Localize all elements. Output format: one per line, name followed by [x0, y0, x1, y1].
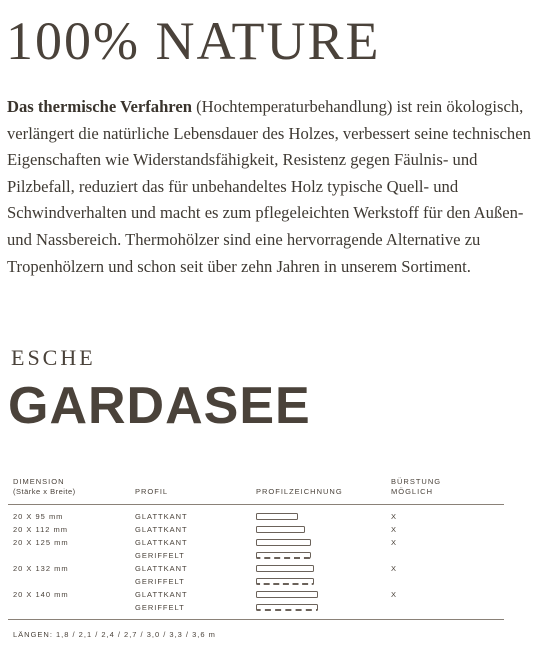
profile-cell: GLATTKANT — [135, 590, 188, 599]
profile-cell: GLATTKANT — [135, 512, 188, 521]
profile-drawing — [256, 578, 314, 585]
wood-type: ESCHE — [11, 345, 96, 370]
table-body — [8, 505, 504, 620]
profile-drawing — [256, 539, 311, 546]
profile-drawing — [256, 552, 311, 559]
header-brushing — [391, 477, 441, 497]
profile-cell: GLATTKANT — [135, 525, 188, 534]
intro-text: (Hochtemperaturbehandlung) ist rein ökologisch, verlängert die natürliche Lebensdauer des Holzes, verbessert seine technischen Eigenschaften wie Widerstandsfähigkeit, Resistenz gegen Fäulnis- und Pilzbefall, reduziert das für unbehandeltes Holz typische Quell- und Schwindverhalten und macht es zum pflegeleichten Werkstoff für den Außen- und Nassbereich. Thermohölzer sind eine hervorragende Alternative zu Tropenhölzern und schon seit über zehn Jahren in unserem Sortiment. — [7, 97, 531, 276]
profile-cell: GERIFFELT — [135, 577, 185, 586]
table-row — [8, 536, 504, 549]
header-dimension-label: DIMENSION — [13, 477, 65, 486]
profile-drawing — [256, 526, 305, 533]
dimension-cell: 20 X 140 mm — [13, 590, 69, 599]
dimension-cell: 20 X 125 mm — [13, 538, 69, 547]
header-brushing-sub: MÖGLICH — [391, 487, 434, 496]
product-name: GARDASEE — [8, 377, 311, 435]
profile-drawing — [256, 513, 298, 520]
profile-cell: GLATTKANT — [135, 564, 188, 573]
table-row — [8, 588, 504, 601]
table-row — [8, 575, 504, 588]
intro-paragraph — [7, 94, 532, 280]
dimension-cell: 20 X 95 mm — [13, 512, 64, 521]
profile-cell: GERIFFELT — [135, 551, 185, 560]
header-brushing-label: BÜRSTUNG — [391, 477, 442, 486]
profile-drawing — [256, 591, 318, 598]
profile-cell: GLATTKANT — [135, 538, 188, 547]
brushing-cell: X — [391, 525, 398, 534]
profile-drawing — [256, 604, 318, 611]
brushing-cell: X — [391, 538, 398, 547]
header-profile: PROFIL — [135, 487, 169, 496]
table-row — [8, 510, 504, 523]
table-row — [8, 562, 504, 575]
table-header — [8, 474, 504, 505]
profile-cell: GERIFFELT — [135, 603, 185, 612]
table-row — [8, 601, 504, 614]
header-dimension — [13, 477, 76, 497]
lengths-footer: LÄNGEN: 1,8 / 2,1 / 2,4 / 2,7 / 3,0 / 3,3 / 3,6 m — [13, 630, 216, 639]
profile-drawing — [256, 565, 314, 572]
brushing-cell: X — [391, 512, 398, 521]
header-dimension-sub: (Stärke x Breite) — [13, 487, 76, 496]
dimension-cell: 20 X 112 mm — [13, 525, 69, 534]
brushing-cell: X — [391, 564, 398, 573]
table-row — [8, 523, 504, 536]
dimension-cell: 20 X 132 mm — [13, 564, 69, 573]
intro-lead: Das thermische Verfahren — [7, 97, 192, 116]
table-row — [8, 549, 504, 562]
header-drawing: PROFILZEICHNUNG — [256, 487, 343, 496]
brushing-cell: X — [391, 590, 398, 599]
headline: 100% NATURE — [6, 11, 381, 71]
dimension-table — [8, 474, 504, 620]
